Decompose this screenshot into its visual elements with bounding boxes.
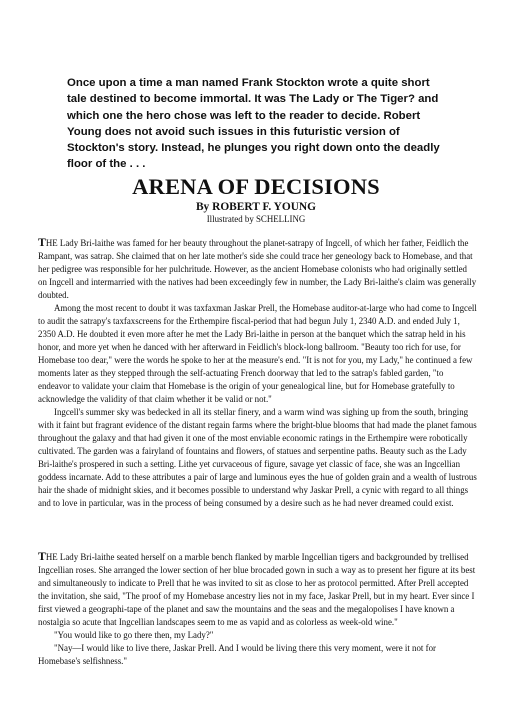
drop-cap: T xyxy=(38,549,46,563)
paragraph-text: HE Lady Bri-laithe was famed for her beauty throughout the planet-satrapy of Ingcell, of which her father, Feidlich the Rampant, was satrap. She claimed that on her late mother's side she could trace her geneology back to Homebase, and that her pedigree was responsible for her pulchritude. However, as the ancient Homebase colonists who had originally settled on Ingcell and intermarried with the natives had been exceedingly few in number, the Lady Bri-laithe's claim was generally doubted. xyxy=(38,238,477,300)
paragraph-text: HE Lady Bri-laithe seated herself on a marble bench flanked by marble Ingcellian tigers and backgrounded by trellised Ingcellian roses. She arranged the lower section of her blue brocaded gown in such a way as to present her figure at its best and simultaneously to indicate to Prell that he was invited to sit as close to her as protocol permitted. After Prell accepted the invitation, she said, "The proof of my Homebase ancestry lies not in my face, Jaskar Prell, but in my heart. Ever since I first viewed a geographi-tape of the planet and saw the mountains and the seas and the megalopolises I have known a nostalgia so acute that Ingcellian landscapes seem to me as vapid and as colorless as week-old wine." xyxy=(38,552,476,627)
paragraph: "You would like to go there then, my Lady?" xyxy=(54,630,214,640)
paragraph: "Nay—I would like to live there, Jaskar Prell. And I would be living there this very moment, were it not for Homebase's selfishness." xyxy=(38,643,436,666)
paragraph xyxy=(38,236,478,302)
illustrator-credit: Illustrated by SCHELLING xyxy=(206,214,306,224)
paragraph: Among the most recent to doubt it was taxfaxman Jaskar Prell, the Homebase auditor-at-large who had come to Ingcell to audit the satrapy's taxfaxscreens for the Erthempire fiscal-period that had begun July 1, 2340 A.D. and ended July 1, 2350 A.D. He doubted it even more after he met the Lady Bri-laithe in person at the banquet which the satrap held in his honor, and more yet when he danced with her afterward in Feidlich's block-long ballroom. "Beauty too rich for use, for Homebase too dear," were the words he spoke to her at the measure's end. "It is not for you, my Lady," he continued a few moments later as they stepped through the self-actuating French doorway that led to the satrap's fabled garden, "to endeavor to validate your claim that Homebase is the origin of your genealogical line, but for Homebase gratefully to acknowledge the validity of that claim whether it be valid or not." xyxy=(38,303,477,404)
paragraph: Ingcell's summer sky was bedecked in all its stellar finery, and a warm wind was sighing up from the south, bringing with it faint but fragrant evidence of the distant regain farms where the bright-blue blooms that had made the planet famous throughout the galaxy and that had given it one of the most enviable economic ratings in the Erthempire were robotically cultivated. The garden was a fairyland of fountains and flowers, of statues and serpentine paths. Beauty such as the Lady Bri-laithe's prospered in such a setting. Lithe yet curvaceous of figure, savage yet classic of face, she was an Ingcellian goddess incarnate. Add to these attributes a pair of large and luminous eyes the hue of golden grain and a wealth of lustrous hair the shade of midnight skies, and it becomes possible to understand why Jaskar Prell, a cynic with regard to all things and to love in particular, was in the process of being consumed by a desire such as he had never dreamed could exist. xyxy=(38,407,477,508)
drop-cap: T xyxy=(38,235,46,249)
story-section-2 xyxy=(38,550,478,668)
author-byline: By ROBERT F. YOUNG xyxy=(195,201,317,213)
paragraph xyxy=(38,550,478,629)
story-title: ARENA OF DECISIONS xyxy=(132,174,380,199)
story-section-1 xyxy=(38,236,478,510)
story-introduction: Once upon a time a man named Frank Stockton wrote a quite short tale destined to become immortal. It was The Lady or The Tiger? and which one the hero chose was left to the reader to decide. Robert Young does not avoid such issues in this futuristic version of Stockton's story. Instead, he plunges you right down onto the deadly floor of the . . . xyxy=(67,77,440,171)
